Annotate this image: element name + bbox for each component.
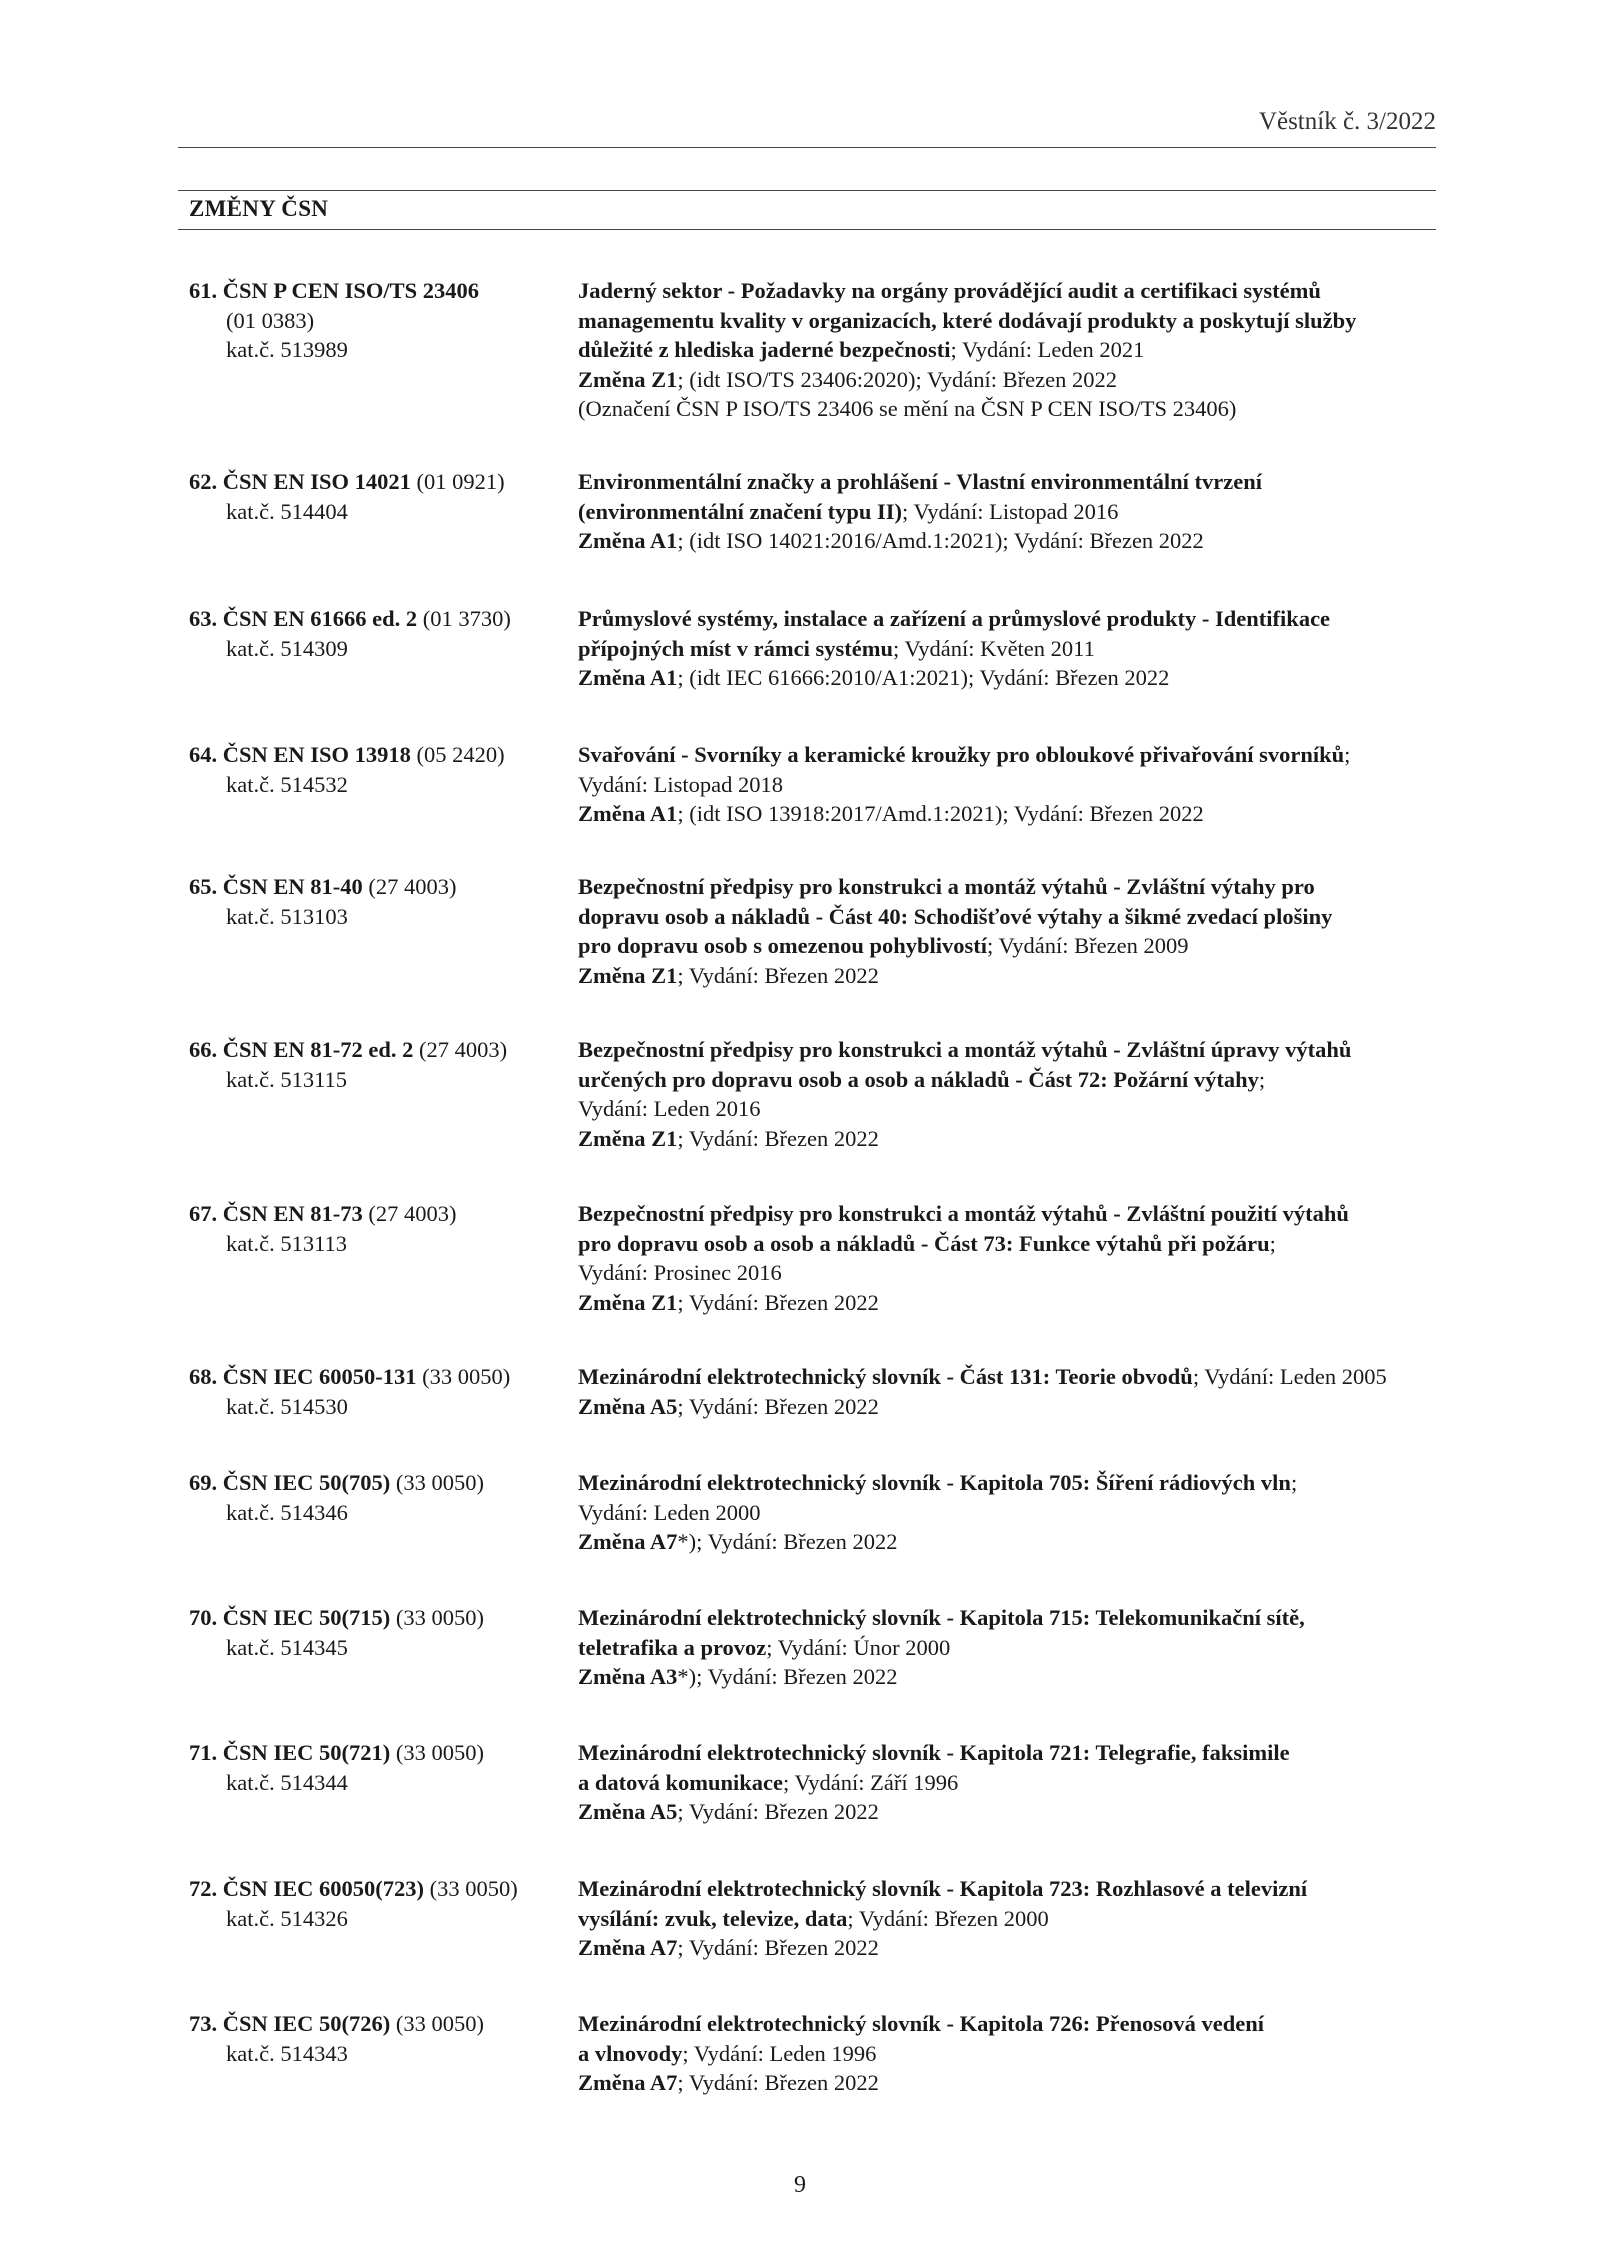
- standard-code: ČSN P CEN ISO/TS 23406: [222, 278, 480, 303]
- entry-number: 64.: [189, 742, 218, 767]
- edition-info: ; Vydání: Listopad 2016: [901, 498, 1119, 524]
- standard-title: přípojných míst v rámci systému: [578, 635, 893, 661]
- edition-info: ; Vydání: Leden 2021: [950, 337, 1145, 362]
- title-line: [578, 1362, 1448, 1392]
- standard-title: dopravu osob a nákladů - Část 40: Schodišťové výtahy a šikmé zvedací plošiny: [578, 903, 1333, 929]
- standard-title: Environmentální značky a prohlášení - Vlastní environmentální tvrzení: [578, 469, 1263, 494]
- change-detail: ; Vydání: Březen 2022: [677, 1125, 879, 1151]
- standard-code-line: [189, 1470, 484, 1495]
- entry-number: 68.: [189, 1364, 218, 1389]
- edition-separator: ;: [1290, 1470, 1298, 1495]
- title-line: [578, 740, 1448, 770]
- classification-number: (27 4003): [419, 1037, 508, 1062]
- standard-identifier: [189, 1603, 569, 1662]
- edition-info: ; Vydání: Březen 2009: [987, 933, 1189, 958]
- page-number: 9: [794, 2172, 806, 2198]
- classification-number: (05 2420): [416, 742, 505, 767]
- entry-number: 67.: [189, 1201, 218, 1226]
- change-line: [578, 1392, 1448, 1422]
- standard-title: Svařování - Svorníky a keramické kroužky pro obloukové přivařování svorníků: [578, 742, 1345, 767]
- standard-description: [578, 872, 1448, 990]
- change-detail: ; (idt IEC 61666:2010/A1:2021); Vydání: Březen 2022: [677, 665, 1170, 690]
- catalog-number: kat.č. 514309: [226, 635, 348, 661]
- standard-title: Mezinárodní elektrotechnický slovník - Kapitola 715: Telekomunikační sítě,: [578, 1605, 1305, 1630]
- edition-separator: ;: [1344, 742, 1351, 767]
- standard-identifier: [189, 740, 569, 799]
- change-detail: ; Vydání: Březen 2022: [677, 1935, 879, 1960]
- standard-code: ČSN IEC 50(721): [222, 1740, 391, 1765]
- standard-identifier: [189, 467, 569, 526]
- change-detail: ; (idt ISO 13918:2017/Amd.1:2021); Vydání: Březen 2022: [677, 801, 1204, 826]
- standard-code-line: [189, 469, 505, 494]
- edition-separator: ;: [1258, 1066, 1266, 1092]
- standard-description: [578, 1035, 1448, 1153]
- section-top-rule: [178, 190, 1436, 191]
- change-label: Změna Z1: [578, 1125, 678, 1151]
- standard-identifier: [189, 276, 569, 365]
- classification-number: (33 0050): [395, 1470, 485, 1495]
- standard-title: Bezpečnostní předpisy pro konstrukci a montáž výtahů - Zvláštní výtahy pro: [578, 874, 1315, 899]
- title-line: [578, 1904, 1448, 1934]
- standard-title: pro dopravu osob a osob a nákladů - Část 73: Funkce výtahů při požáru: [578, 1230, 1270, 1256]
- standard-title: vysílání: zvuk, televize, data: [578, 1905, 848, 1931]
- standard-code-line: [189, 1201, 457, 1226]
- entry-number: 61.: [189, 278, 218, 303]
- standard-code-line: [189, 1876, 518, 1901]
- change-label: Změna A7: [578, 2070, 678, 2095]
- change-detail: *); Vydání: Březen 2022: [677, 1664, 898, 1689]
- standard-code-line: [189, 874, 457, 899]
- edition-info: ; Vydání: Leden 1996: [682, 2040, 877, 2066]
- classification-number: (33 0050): [395, 1605, 485, 1630]
- title-line: [578, 1035, 1448, 1065]
- entry-number: 71.: [189, 1740, 218, 1765]
- standard-title: Bezpečnostní předpisy pro konstrukci a montáž výtahů - Zvláštní úpravy výtahů: [578, 1037, 1352, 1062]
- bulletin-header: Věstník č. 3/2022: [1258, 108, 1436, 135]
- title-line: [578, 1065, 1448, 1095]
- title-line: [578, 306, 1448, 336]
- title-line: [578, 1468, 1448, 1498]
- standard-code: ČSN IEC 50(726): [222, 2011, 391, 2036]
- change-label: Změna Z1: [578, 1289, 678, 1315]
- standard-code: ČSN EN ISO 14021: [222, 469, 411, 494]
- change-line: [578, 365, 1448, 395]
- title-line: [578, 2039, 1448, 2069]
- standard-identifier: [189, 1468, 569, 1527]
- standard-code: ČSN IEC 60050-131: [222, 1364, 417, 1389]
- entry-number: 63.: [189, 606, 218, 631]
- title-line: [578, 1874, 1448, 1904]
- catalog-number: kat.č. 514326: [226, 1905, 348, 1931]
- standard-title: důležité z hlediska jaderné bezpečnosti: [578, 337, 951, 362]
- edition-separator: ;: [1269, 1230, 1276, 1256]
- classification-number: (33 0050): [395, 1740, 485, 1765]
- edition-info: Vydání: Listopad 2018: [578, 771, 783, 797]
- standard-description: [578, 1199, 1448, 1317]
- standard-code-line: [189, 2011, 484, 2036]
- standard-code-line: [189, 1364, 510, 1389]
- change-label: Změna Z1: [578, 366, 678, 392]
- standard-code-line: [189, 1605, 484, 1630]
- catalog-number: kat.č. 514344: [226, 1769, 348, 1795]
- entry-number: 70.: [189, 1605, 218, 1630]
- standard-title: Jaderný sektor - Požadavky na orgány provádějící audit a certifikaci systémů: [578, 278, 1321, 303]
- catalog-number: kat.č. 514346: [226, 1499, 348, 1525]
- title-line: [578, 1768, 1448, 1798]
- change-detail: ; (idt ISO/TS 23406:2020); Vydání: Březen 2022: [677, 366, 1117, 392]
- standard-identifier: [189, 2009, 569, 2068]
- standard-identifier: [189, 872, 569, 931]
- entry-number: 72.: [189, 1876, 218, 1901]
- classification-number: (01 0383): [226, 307, 315, 333]
- standard-code: ČSN IEC 60050(723): [222, 1876, 425, 1901]
- standard-title: určených pro dopravu osob a osob a nákladů - Část 72: Požární výtahy: [578, 1066, 1259, 1092]
- catalog-number: kat.č. 513113: [226, 1230, 348, 1256]
- change-line: [578, 1288, 1448, 1318]
- change-label: Změna A5: [578, 1799, 678, 1824]
- standard-description: [578, 1874, 1448, 1963]
- section-bottom-rule: [178, 229, 1436, 230]
- standard-description: [578, 1738, 1448, 1827]
- title-line: [578, 634, 1448, 664]
- standard-title: Mezinárodní elektrotechnický slovník - Část 131: Teorie obvodů: [578, 1364, 1193, 1389]
- change-line: [578, 1933, 1448, 1963]
- standard-code: ČSN EN 81-40: [222, 874, 363, 899]
- title-line: [578, 2009, 1448, 2039]
- change-detail: ; Vydání: Březen 2022: [677, 2070, 879, 2095]
- change-detail: ; Vydání: Březen 2022: [677, 1289, 879, 1315]
- section-title: ZMĚNY ČSN: [189, 196, 329, 221]
- classification-number: (01 3730): [422, 606, 511, 631]
- standard-identifier: [189, 1362, 569, 1421]
- standard-description: [578, 276, 1448, 424]
- standard-identifier: [189, 1035, 569, 1094]
- classification-number: (33 0050): [429, 1876, 518, 1901]
- title-line: [578, 1603, 1448, 1633]
- standard-description: [578, 1362, 1448, 1421]
- change-label: Změna A7: [578, 1935, 678, 1960]
- change-detail: ; (idt ISO 14021:2016/Amd.1:2021); Vydání: Březen 2022: [677, 528, 1204, 553]
- designation-note: (Označení ČSN P ISO/TS 23406 se mění na ČSN P CEN ISO/TS 23406): [578, 396, 1237, 421]
- standard-title: a datová komunikace: [578, 1769, 784, 1795]
- change-label: Změna A1: [578, 665, 678, 690]
- change-line: [578, 1797, 1448, 1827]
- change-line: [578, 1662, 1448, 1692]
- catalog-number: kat.č. 513989: [226, 337, 348, 362]
- standard-description: [578, 2009, 1448, 2098]
- catalog-number: kat.č. 513115: [226, 1066, 348, 1092]
- title-line: [578, 276, 1448, 306]
- change-label: Změna A1: [578, 528, 678, 553]
- catalog-number: kat.č. 514343: [226, 2040, 348, 2066]
- change-line: [578, 1527, 1448, 1557]
- change-detail: ; Vydání: Březen 2022: [677, 1799, 879, 1824]
- entry-number: 65.: [189, 874, 218, 899]
- standard-identifier: [189, 1874, 569, 1933]
- standard-code: ČSN EN 81-72 ed. 2: [222, 1037, 414, 1062]
- title-line: [578, 497, 1448, 527]
- standard-code: ČSN EN ISO 13918: [222, 742, 411, 767]
- change-label: Změna A3: [578, 1664, 678, 1689]
- title-line: [578, 1199, 1448, 1229]
- edition-info: ; Vydání: Leden 2005: [1192, 1364, 1387, 1389]
- entry-number: 62.: [189, 469, 218, 494]
- title-line: [578, 1633, 1448, 1663]
- change-line: [578, 961, 1448, 991]
- standard-title: managementu kvality v organizacích, které dodávají produkty a poskytují služby: [578, 307, 1357, 333]
- standard-code: ČSN EN 61666 ed. 2: [222, 606, 418, 631]
- title-line: [578, 1738, 1448, 1768]
- classification-number: (27 4003): [368, 874, 457, 899]
- standard-title: teletrafika a provoz: [578, 1634, 767, 1660]
- standard-description: [578, 467, 1448, 556]
- standard-title: Mezinárodní elektrotechnický slovník - Kapitola 726: Přenosová vedení: [578, 2011, 1265, 2036]
- standard-title: Mezinárodní elektrotechnický slovník - Kapitola 705: Šíření rádiových vln: [578, 1470, 1291, 1495]
- standard-title: Mezinárodní elektrotechnický slovník - Kapitola 721: Telegrafie, faksimile: [578, 1740, 1290, 1765]
- change-line: [578, 799, 1448, 829]
- standard-title: a vlnovody: [578, 2040, 683, 2066]
- catalog-number: kat.č. 514530: [226, 1393, 348, 1419]
- standard-identifier: [189, 604, 569, 663]
- edition-info: ; Vydání: Únor 2000: [766, 1634, 951, 1660]
- edition-info: ; Vydání: Září 1996: [783, 1769, 959, 1795]
- standard-title: Bezpečnostní předpisy pro konstrukci a montáž výtahů - Zvláštní použití výtahů: [578, 1201, 1349, 1226]
- title-line: [578, 902, 1448, 932]
- edition-info: Vydání: Leden 2016: [578, 1096, 761, 1121]
- catalog-number: kat.č. 513103: [226, 903, 348, 929]
- standard-code-line: [189, 606, 511, 631]
- standard-code: ČSN IEC 50(705): [222, 1470, 391, 1495]
- standard-description: [578, 1468, 1448, 1557]
- change-detail: ; Vydání: Březen 2022: [677, 962, 879, 988]
- edition-info: Vydání: Leden 2000: [578, 1499, 761, 1525]
- standard-code-line: [189, 1740, 484, 1765]
- title-line: [578, 872, 1448, 902]
- standard-description: [578, 740, 1448, 829]
- standard-title: pro dopravu osob s omezenou pohyblivostí: [578, 933, 988, 958]
- classification-number: (33 0050): [395, 2011, 485, 2036]
- title-line: [578, 335, 1448, 365]
- edition-info: ; Vydání: Březen 2000: [847, 1905, 1049, 1931]
- header-rule: [178, 147, 1436, 148]
- title-line: [578, 604, 1448, 634]
- change-line: [578, 1124, 1448, 1154]
- standard-description: [578, 604, 1448, 693]
- standard-identifier: [189, 1199, 569, 1258]
- standard-title: (environmentální značení typu II): [578, 498, 902, 524]
- entry-number: 73.: [189, 2011, 218, 2036]
- change-detail: *); Vydání: Březen 2022: [677, 1529, 898, 1554]
- standard-title: Mezinárodní elektrotechnický slovník - Kapitola 723: Rozhlasové a televizní: [578, 1876, 1308, 1901]
- classification-number: (27 4003): [368, 1201, 457, 1226]
- change-label: Změna A5: [578, 1393, 678, 1419]
- entry-number: 66.: [189, 1037, 218, 1062]
- catalog-number: kat.č. 514345: [226, 1634, 348, 1660]
- catalog-number: kat.č. 514532: [226, 771, 348, 797]
- title-line: [578, 467, 1448, 497]
- change-label: Změna A1: [578, 801, 678, 826]
- change-line: [578, 2068, 1448, 2098]
- change-line: [578, 526, 1448, 556]
- standard-code-line: [189, 742, 505, 767]
- classification-number: (33 0050): [422, 1364, 511, 1389]
- edition-info: Vydání: Prosinec 2016: [578, 1260, 782, 1285]
- standard-identifier: [189, 1738, 569, 1797]
- change-line: [578, 663, 1448, 693]
- change-detail: ; Vydání: Březen 2022: [677, 1393, 879, 1419]
- standard-code: ČSN IEC 50(715): [222, 1605, 391, 1630]
- standard-description: [578, 1603, 1448, 1692]
- classification-number: (01 0921): [416, 469, 505, 494]
- change-label: Změna Z1: [578, 962, 678, 988]
- standard-code: ČSN EN 81-73: [222, 1201, 363, 1226]
- catalog-number: kat.č. 514404: [226, 498, 348, 524]
- title-line: [578, 1229, 1448, 1259]
- standard-code-line: [189, 1037, 507, 1062]
- title-line: [578, 931, 1448, 961]
- standard-code-line: [189, 278, 479, 303]
- edition-info: ; Vydání: Květen 2011: [892, 635, 1095, 661]
- standard-title: Průmyslové systémy, instalace a zařízení a průmyslové produkty - Identifikace: [578, 606, 1331, 631]
- entry-number: 69.: [189, 1470, 218, 1495]
- change-label: Změna A7: [578, 1529, 678, 1554]
